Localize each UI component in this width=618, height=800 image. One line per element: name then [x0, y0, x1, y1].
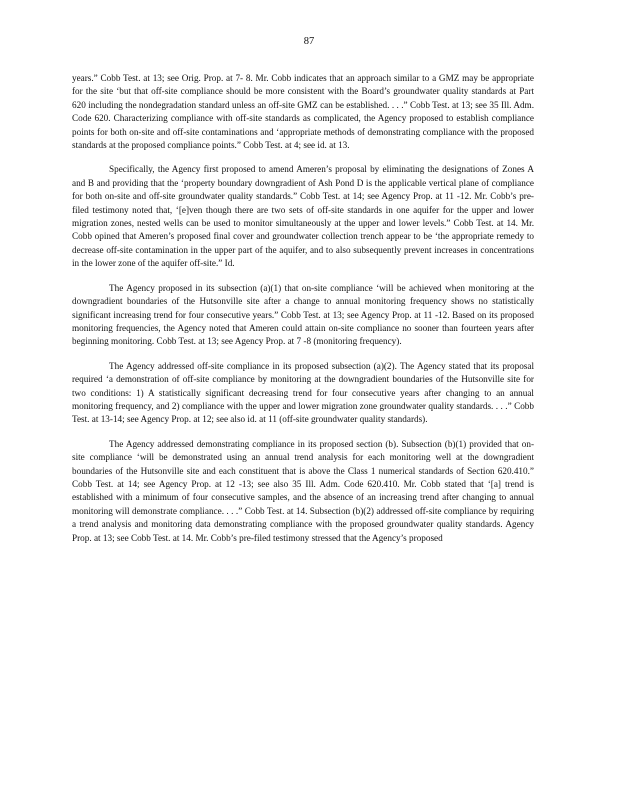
paragraph-continuation: years.” Cobb Test. at 13; see Orig. Prop. at 7- 8. Mr. Cobb indicates that an approach similar to a GMZ may be appropriate for the site ‘but that off-site compliance should be more consistent with the Board’s groundwater quality standards at Part 620 including the nondegradation standard unless an off-site GMZ can be established. . . .” Cobb Test. at 13; see 35 Ill. Adm. Code 620. Characterizing compliance with off-site standards as complicated, the Agency proposed to establish compliance points for both on-site and off-site contaminations and ‘appropriate methods of demonstrating compliance with the proposed standards at the proposed compliance points.” Cobb Test. at 4; see id. at 13.	[72, 73, 534, 151]
paragraph-offsite-compliance: The Agency addressed off-site compliance in its proposed subsection (a)(2). The Agency stated that its proposal required ‘a demonstration of off-site compliance by monitoring at the downgradient boundaries of the Hutsonville site for two conditions: 1) A statistically significant decreasing trend for four consecutive years after changing to an annual monitoring frequency, and 2) compliance with the upper and lower migration zone groundwater quality standards. . . .” Cobb Test. at 13-14; see Agency Prop. at 12; see also id. at 11 (off-site groundwater quality standards).	[72, 360, 534, 425]
paragraph-onsite-compliance: The Agency proposed in its subsection (a)(1) that on-site compliance ‘will be achieved when monitoring at the downgradient boundaries of the Hutsonville site after a change to annual monitoring frequency shows no statistically significant increasing trend for four consecutive years.” Cobb Test. at 13; see Agency Prop. at 11 -12. Based on its proposed monitoring frequencies, the Agency noted that Ameren could attain on-site compliance no sooner than fourteen years after beginning monitoring. Cobb Test. at 13; see Agency Prop. at 7 -8 (monitoring frequency).	[72, 282, 534, 347]
paragraph-agency-amendment: Specifically, the Agency first proposed to amend Ameren’s proposal by eliminating the designations of Zones A and B and providing that the ‘property boundary downgradient of Ash Pond D is the applicable vertical plane of compliance for both on-site and off-site groundwater quality standards.” Cobb Test. at 14; see Agency Prop. at 11 -12. Mr. Cobb’s pre-filed testimony noted that, ‘[e]ven though there are two sets of off-site standards in one aquifer for the upper and lower migration zones, nested wells can be used to monitor simultaneously at the upper and lower levels.” Cobb Test. at 14. Mr. Cobb opined that Ameren’s proposed final cover and groundwater collection trench appear to be ‘the appropriate remedy to decrease off-site contamination in the upper part of the aquifer, and to also subsequently prevent increases in concentrations in the lower zone of the aquifer off-site.” Id.	[72, 164, 534, 269]
document-body	[72, 72, 534, 556]
page-number: 87	[303, 36, 315, 47]
paragraph-demonstrating-compliance: The Agency addressed demonstrating compliance in its proposed section (b). Subsection (b)(1) provided that on-site compliance ‘will be demonstrated using an annual trend analysis for each monitoring well at the downgradient boundaries of the Hutsonville site and each constituent that is above the Class 1 numerical standards of Section 620.410.” Cobb Test. at 14; see Agency Prop. at 12 -13; see also 35 Ill. Adm. Code 620.410. Mr. Cobb stated that ‘[a] trend is established with a minimum of four consecutive samples, and the absence of an increasing trend after changing to annual monitoring will demonstrate compliance. . . .” Cobb Test. at 14. Subsection (b)(2) addressed off-site compliance by requiring a trend analysis and monitoring data demonstrating compliance with the proposed groundwater quality standards. Agency Prop. at 13; see Cobb Test. at 14. Mr. Cobb’s pre-filed testimony stressed that the Agency’s proposed	[72, 438, 534, 543]
